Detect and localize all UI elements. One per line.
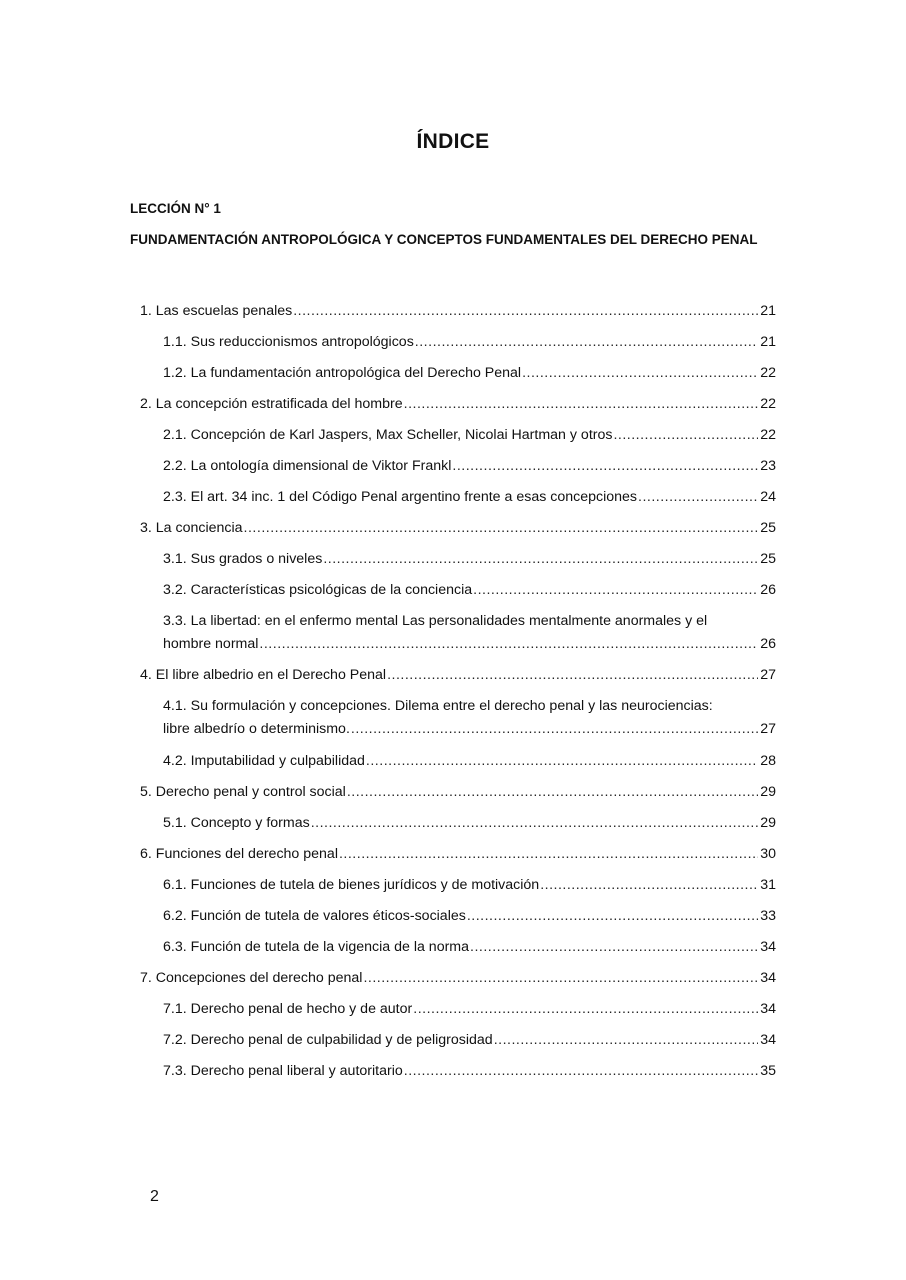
toc-entry-text: 6.3. Función de tutela de la vigencia de la norma	[163, 939, 470, 955]
dot-leader	[323, 548, 758, 571]
toc-page-number: 30	[760, 846, 776, 862]
toc-entry[interactable]	[163, 331, 776, 354]
toc-entry-text: 6.1. Funciones de tutela de bienes jurídicos y de motivación	[163, 877, 540, 893]
dot-leader	[613, 424, 758, 447]
toc-entry[interactable]	[163, 936, 776, 959]
toc-entry[interactable]	[163, 874, 776, 897]
dot-leader	[387, 664, 758, 687]
toc-entry-text: 5. Derecho penal y control social	[140, 784, 346, 800]
toc-entry-text: 6. Funciones del derecho penal	[140, 846, 338, 862]
dot-leader	[452, 455, 758, 478]
toc-page-number: 24	[760, 489, 776, 505]
toc-entry-text: 1. Las escuelas penales	[140, 303, 293, 319]
dot-leader	[522, 362, 758, 385]
toc-entry[interactable]	[163, 1029, 776, 1052]
toc-entry-text: 3.1. Sus grados o niveles	[163, 551, 323, 567]
dot-leader	[363, 967, 758, 990]
toc-entry[interactable]	[163, 455, 776, 478]
toc-entry[interactable]	[163, 610, 776, 656]
dot-leader	[339, 843, 758, 866]
dot-leader	[244, 517, 759, 540]
toc-entry-text: 5.1. Concepto y formas	[163, 815, 310, 831]
toc-page-number: 27	[760, 721, 776, 737]
toc-entry[interactable]	[163, 750, 776, 773]
toc-entry-text: 7.3. Derecho penal liberal y autoritario	[163, 1063, 403, 1079]
toc-page-number: 28	[760, 753, 776, 769]
toc-entry[interactable]	[140, 517, 776, 540]
page-number: 2	[150, 1188, 159, 1205]
dot-leader	[473, 579, 758, 602]
toc-entry[interactable]	[140, 843, 776, 866]
toc-entry-text: 7. Concepciones del derecho penal	[140, 970, 363, 986]
toc-page-number: 35	[760, 1063, 776, 1079]
toc-entry-text: 2. La concepción estratificada del hombre	[140, 396, 403, 412]
toc-entry-text-line1: 4.1. Su formulación y concepciones. Dilema entre el derecho penal y las neurociencias:	[163, 698, 713, 714]
toc-page-number: 34	[760, 939, 776, 955]
toc-page-number: 34	[760, 970, 776, 986]
toc-entry-text: 6.2. Función de tutela de valores éticos-sociales	[163, 908, 466, 924]
toc-entry[interactable]	[163, 424, 776, 447]
toc-entry-text: 1.2. La fundamentación antropológica del Derecho Penal	[163, 365, 522, 381]
toc-page-number: 34	[760, 1001, 776, 1017]
toc-entry-text: 4.2. Imputabilidad y culpabilidad	[163, 753, 365, 769]
toc-entry[interactable]	[163, 998, 776, 1021]
toc-entry[interactable]	[163, 695, 776, 741]
toc-entry[interactable]	[163, 579, 776, 602]
toc-entry-text: 1.1. Sus reduccionismos antropológicos	[163, 334, 414, 350]
toc-entry-text: 2.3. El art. 34 inc. 1 del Código Penal argentino frente a esas concepciones	[163, 489, 638, 505]
toc-page-number: 21	[760, 334, 776, 350]
toc-entry-text: 2.2. La ontología dimensional de Viktor Frankl	[163, 458, 452, 474]
toc-page-number: 27	[760, 667, 776, 683]
toc-page-number: 29	[760, 815, 776, 831]
dot-leader	[404, 393, 759, 416]
dot-leader	[494, 1029, 759, 1052]
toc-page-number: 26	[760, 582, 776, 598]
dot-leader	[259, 633, 758, 656]
toc-entry[interactable]	[140, 664, 776, 687]
dot-leader	[540, 874, 758, 897]
toc-page-number: 34	[760, 1032, 776, 1048]
toc-entry-text: 3.2. Características psicológicas de la conciencia	[163, 582, 473, 598]
toc-entry-text: 7.1. Derecho penal de hecho y de autor	[163, 1001, 413, 1017]
toc-page-number: 25	[760, 551, 776, 567]
dot-leader	[293, 300, 758, 323]
toc-entry[interactable]	[163, 486, 776, 509]
lesson-heading: LECCIÓN N° 1	[130, 201, 221, 216]
toc-entry[interactable]	[163, 812, 776, 835]
dot-leader	[413, 998, 758, 1021]
dot-leader	[311, 812, 759, 835]
toc-page-number: 25	[760, 520, 776, 536]
toc-page-number: 22	[760, 427, 776, 443]
toc-entry[interactable]	[140, 300, 776, 323]
toc-entry[interactable]	[163, 1060, 776, 1083]
toc-entry-text: hombre normal	[163, 636, 259, 652]
toc-entry-text: 3. La conciencia	[140, 520, 243, 536]
dot-leader	[638, 486, 758, 509]
dot-leader	[467, 905, 758, 928]
toc-page-number: 29	[760, 784, 776, 800]
dot-leader	[347, 781, 758, 804]
toc-entry-text: 7.2. Derecho penal de culpabilidad y de peligrosidad	[163, 1032, 493, 1048]
toc-entry[interactable]	[163, 905, 776, 928]
index-title: ÍNDICE	[416, 130, 490, 153]
toc-entry-text: 4. El libre albedrio en el Derecho Penal	[140, 667, 387, 683]
dot-leader	[470, 936, 758, 959]
toc-page-number: 26	[760, 636, 776, 652]
dot-leader	[415, 331, 758, 354]
toc-page-number: 31	[760, 877, 776, 893]
toc-entry[interactable]	[163, 548, 776, 571]
toc-entry-text: libre albedrío o determinismo.	[163, 721, 350, 737]
dot-leader	[404, 1060, 758, 1083]
toc-entry[interactable]	[140, 781, 776, 804]
lesson-subtitle: FUNDAMENTACIÓN ANTROPOLÓGICA Y CONCEPTOS FUNDAMENTALES DEL DERECHO PENAL	[130, 232, 758, 247]
dot-leader	[366, 750, 758, 773]
toc-entry[interactable]	[163, 362, 776, 385]
toc-page-number: 33	[760, 908, 776, 924]
toc-entry-text-line1: 3.3. La libertad: en el enfermo mental Las personalidades mentalmente anormales y el	[163, 613, 708, 629]
toc-page-number: 23	[760, 458, 776, 474]
toc-page-number: 21	[760, 303, 776, 319]
toc-entry[interactable]	[140, 393, 776, 416]
toc-entry-text: 2.1. Concepción de Karl Jaspers, Max Scheller, Nicolai Hartman y otros	[163, 427, 613, 443]
toc-page-number: 22	[760, 365, 776, 381]
toc-page-number: 22	[760, 396, 776, 412]
dot-leader	[351, 718, 758, 741]
toc-entry[interactable]	[140, 967, 776, 990]
